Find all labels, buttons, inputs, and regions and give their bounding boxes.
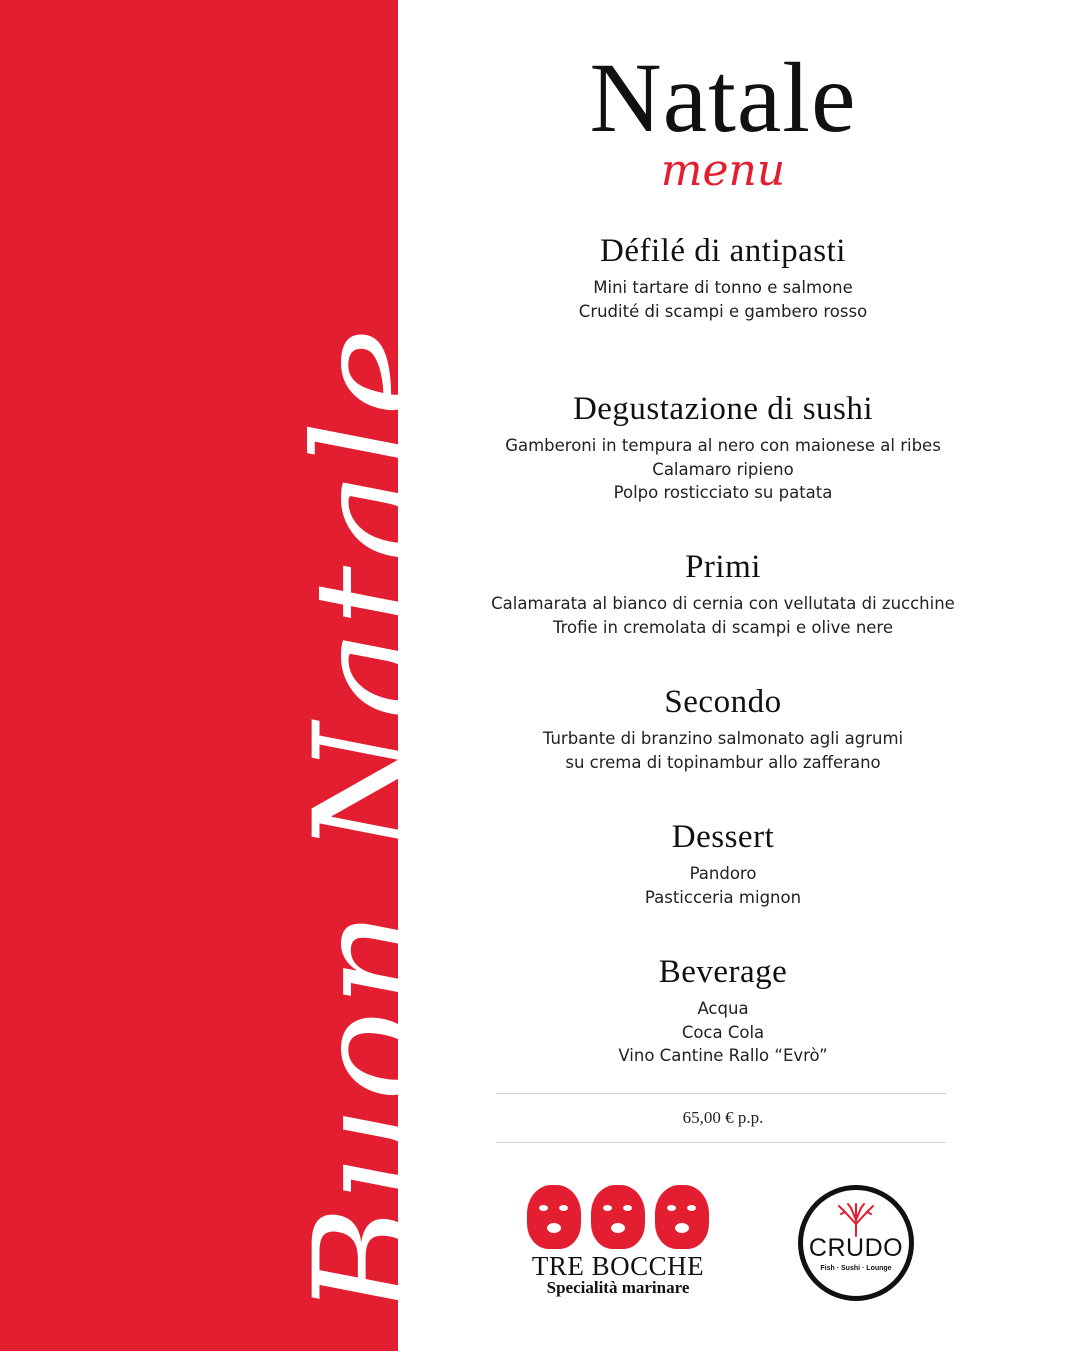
mask-face-icon: [591, 1185, 645, 1249]
red-side-panel: [0, 0, 457, 1351]
section-heading: Dessert: [671, 819, 775, 855]
section-sushi: [398, 391, 1048, 505]
menu-item: Pasticceria mignon: [644, 887, 802, 907]
menu-item: Polpo rosticciato su patata: [613, 483, 833, 502]
menu-item: su crema di topinambur allo zafferano: [565, 752, 881, 772]
section-heading: Degustazione di sushi: [572, 391, 874, 427]
menu-item: Pandoro: [689, 864, 757, 883]
crudo-name: CRUDO: [808, 1234, 904, 1262]
menu-item: Calamarata al bianco di cernia con vellutata di zucchine: [491, 594, 955, 613]
crudo-logo: [798, 1185, 914, 1301]
divider-bottom: [496, 1142, 946, 1143]
tre-bocche-faces: [518, 1185, 718, 1249]
section-beverage: [398, 954, 1048, 1068]
section-heading: Primi: [685, 549, 761, 585]
section-heading: Défilé di antipasti: [600, 233, 846, 269]
menu-item: Crudité di scampi e gambero rosso: [578, 301, 868, 321]
tre-bocche-logo: [518, 1185, 718, 1305]
menu-item: Mini tartare di tonno e salmone: [593, 278, 853, 297]
divider-top: [496, 1093, 946, 1094]
menu-content: [398, 0, 1081, 1351]
menu-item: Calamaro ripieno: [652, 459, 794, 479]
price-per-person: 65,00 € p.p.: [682, 1108, 764, 1127]
menu-subtitle: menu: [660, 145, 786, 196]
section-heading: Secondo: [664, 684, 782, 720]
menu-item: Coca Cola: [681, 1022, 765, 1042]
menu-item: Gamberoni in tempura al nero con maionese al ribes: [505, 436, 941, 455]
section-dessert: [398, 819, 1048, 909]
section-antipasti: [398, 233, 1048, 323]
menu-item: Vino Cantine Rallo “Evrò”: [618, 1046, 828, 1065]
mask-face-icon: [527, 1185, 581, 1249]
tre-bocche-name: TRE BOCCHE: [531, 1251, 705, 1281]
crudo-tagline: Fish · Sushi · Lounge: [820, 1265, 892, 1272]
menu-item: Turbante di branzino salmonato agli agrumi: [542, 729, 904, 748]
section-heading: Beverage: [658, 954, 788, 990]
menu-item: Trofie in cremolata di scampi e olive nere: [552, 617, 894, 637]
buon-natale-script: Buon Natale: [283, 323, 457, 1317]
menu-title: Natale: [589, 42, 857, 153]
tre-bocche-tagline: Specialità marinare: [546, 1278, 690, 1297]
coral-tree-icon: [831, 1202, 881, 1236]
section-primi: [398, 549, 1048, 639]
section-secondo: [398, 684, 1048, 774]
mask-face-icon: [655, 1185, 709, 1249]
menu-item: Acqua: [697, 999, 749, 1018]
